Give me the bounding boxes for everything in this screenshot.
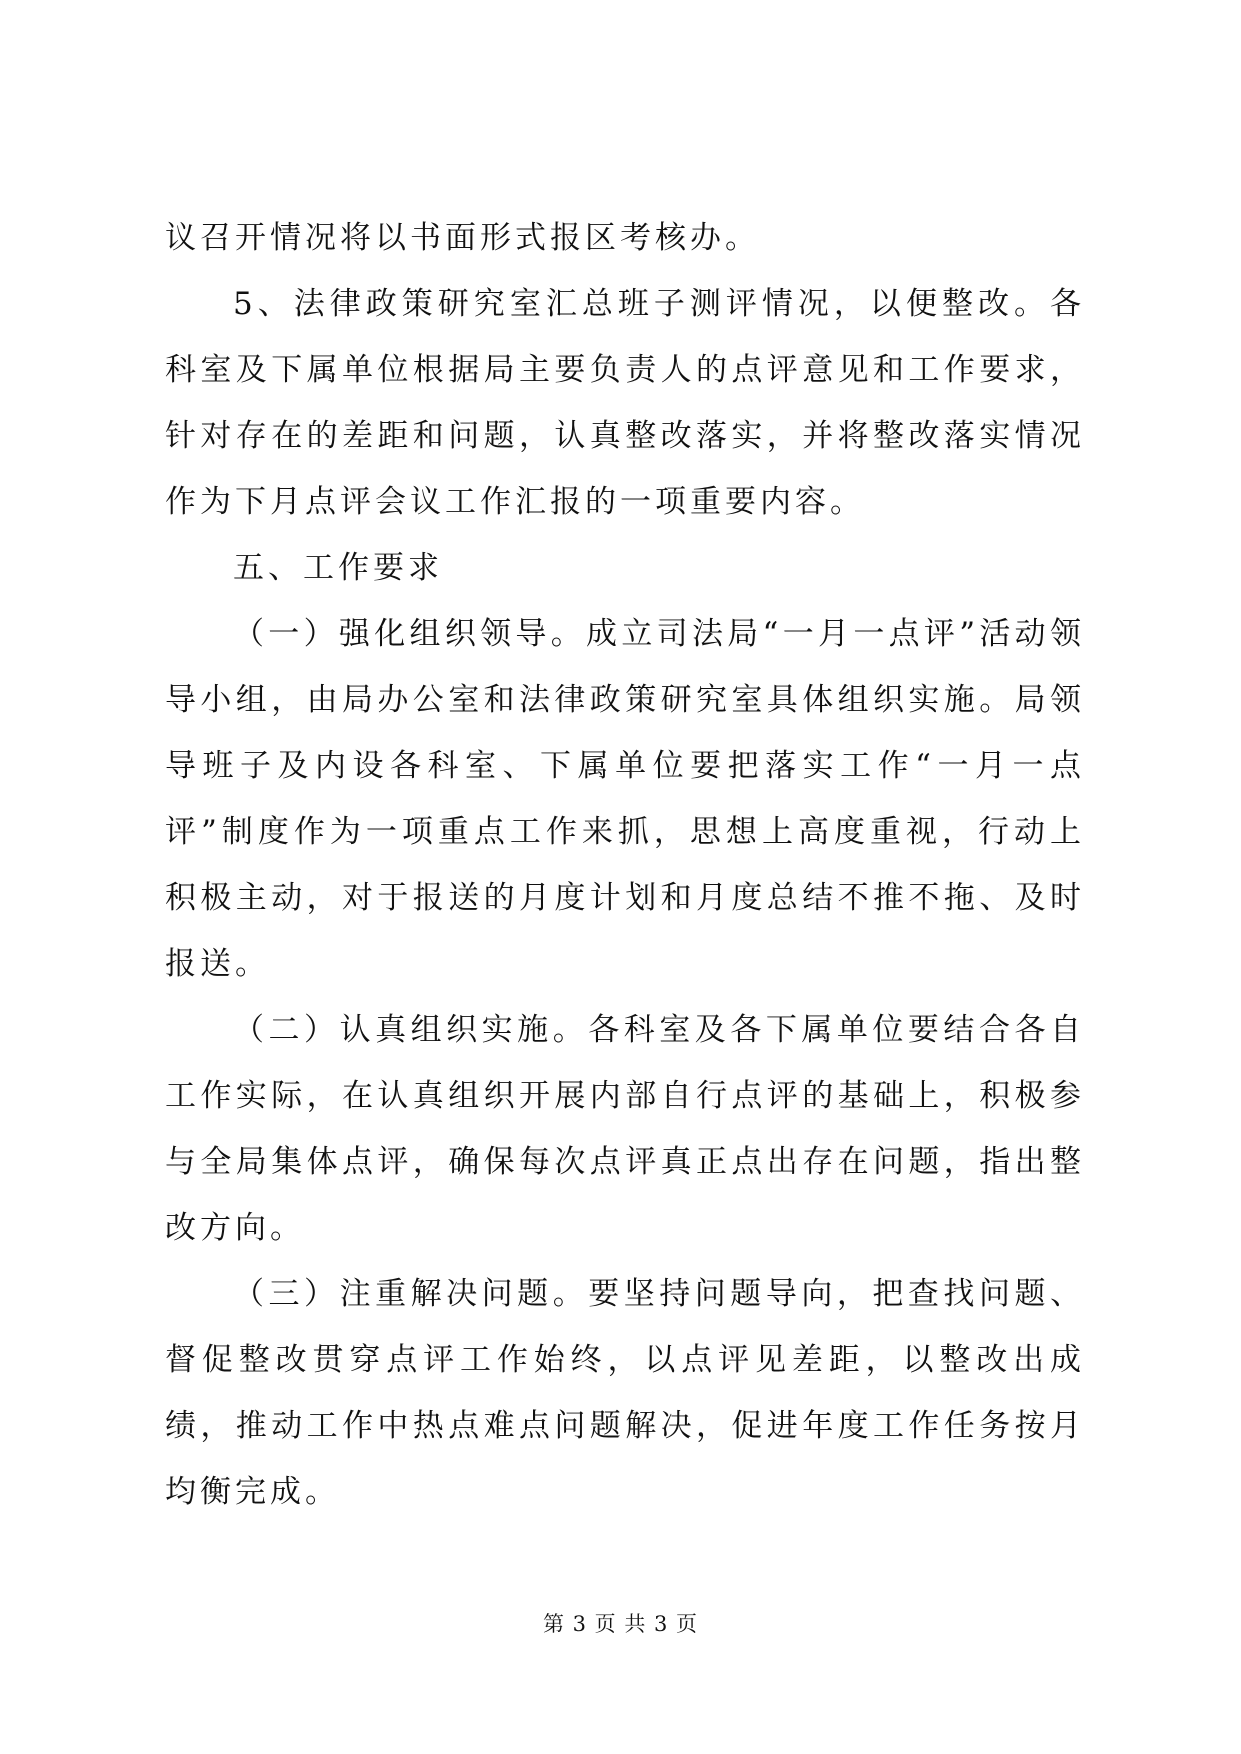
document-body — [165, 205, 1085, 1525]
paragraph-requirement-2: （二）认真组织实施。各科室及各下属单位要结合各自工作实际，在认真组织开展内部自行点评的基础上，积极参与全局集体点评，确保每次点评真正点出存在问题，指出整改方向。 — [165, 1012, 1085, 1246]
page-number-footer: 第 3 页 共 3 页 — [542, 1612, 699, 1636]
paragraph-item-5: 5、法律政策研究室汇总班子测评情况，以便整改。各科室及下属单位根据局主要负责人的点评意见和工作要求，针对存在的差距和问题，认真整改落实，并将整改落实情况作为下月点评会议工作汇报的一项重要内容。 — [165, 286, 1085, 520]
section-heading-work-requirements: 五、工作要求 — [233, 550, 443, 586]
paragraph-requirement-3: （三）注重解决问题。要坚持问题导向，把查找问题、督促整改贯穿点评工作始终，以点评见差距，以整改出成绩，推动工作中热点难点问题解决，促进年度工作任务按月均衡完成。 — [165, 1276, 1085, 1510]
paragraph-requirement-1: （一）强化组织领导。成立司法局“一月一点评”活动领导小组，由局办公室和法律政策研究室具体组织实施。局领导班子及内设各科室、下属单位要把落实工作“一月一点评”制度作为一项重点工作来抓，思想上高度重视，行动上积极主动，对于报送的月度计划和月度总结不推不拖、及时报送。 — [165, 616, 1085, 982]
paragraph-continuation: 议召开情况将以书面形式报区考核办。 — [165, 220, 760, 256]
